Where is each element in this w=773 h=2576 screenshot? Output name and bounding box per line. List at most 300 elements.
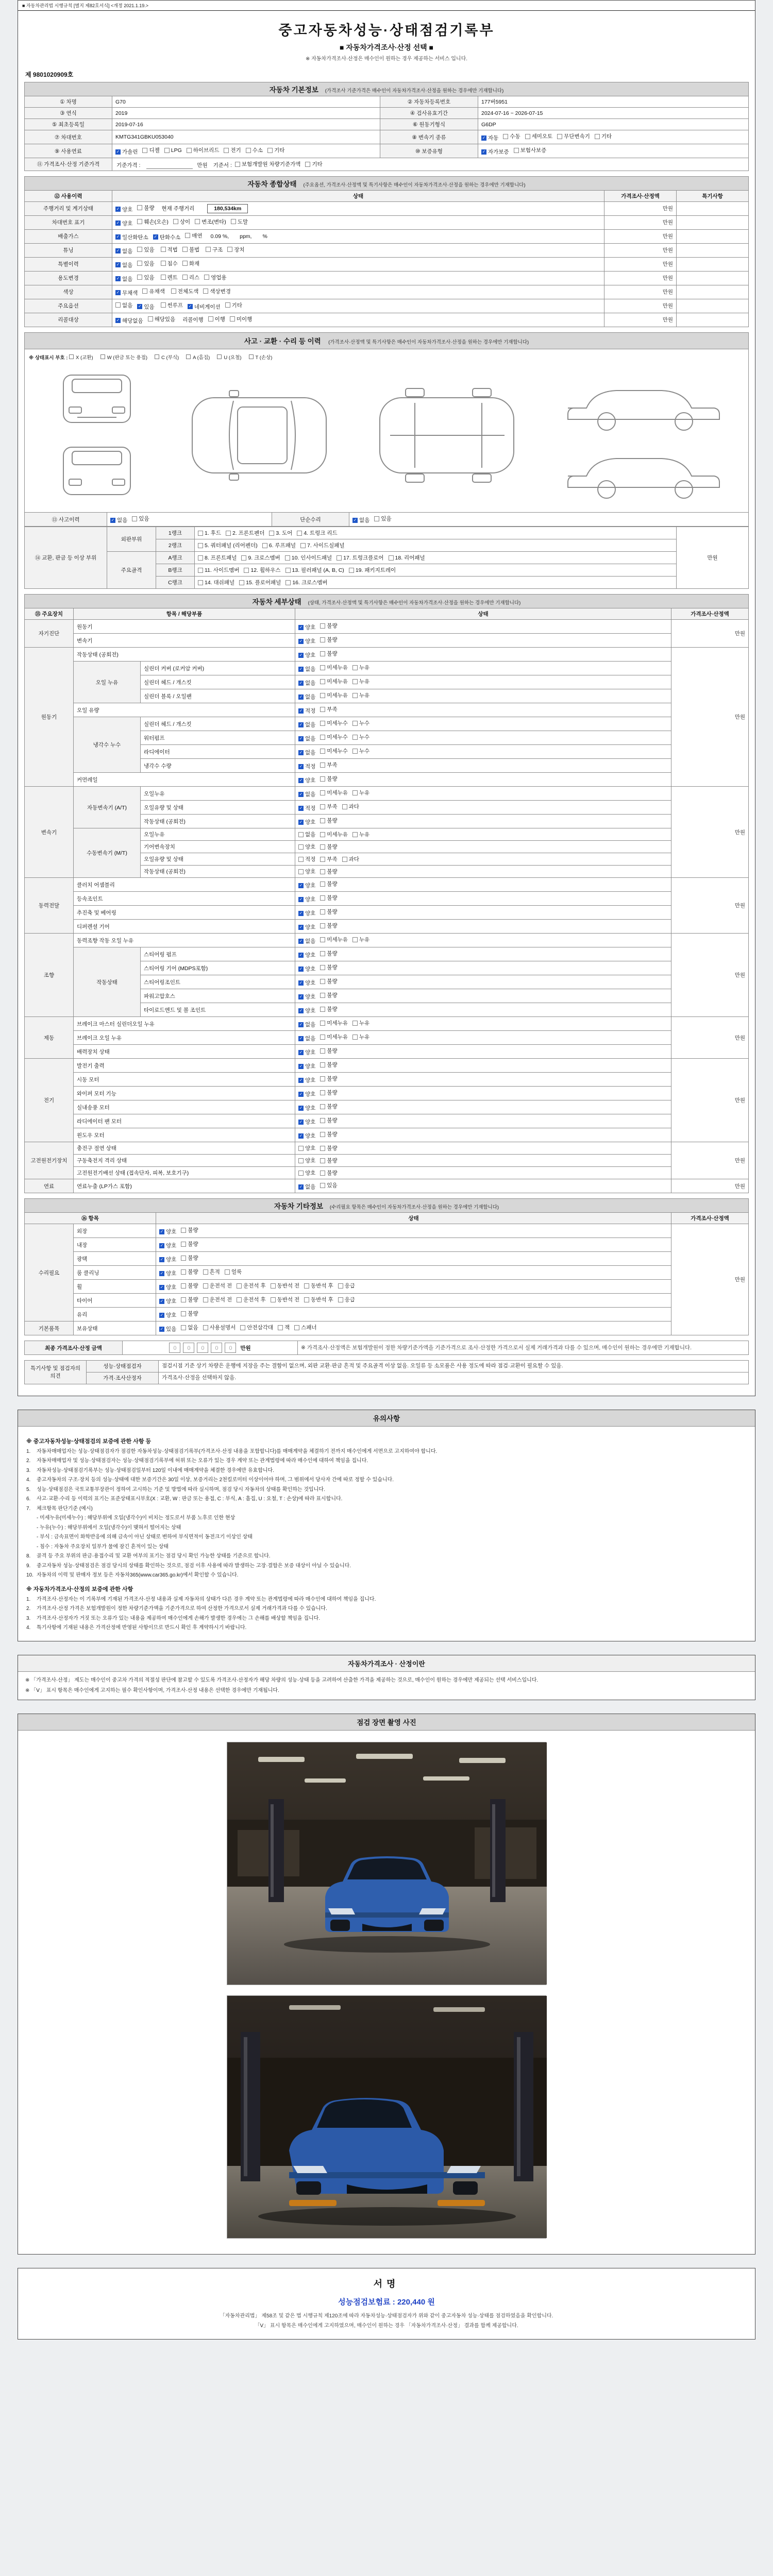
checkbox-unchecked[interactable] <box>278 1324 290 1331</box>
checkbox-unchecked[interactable] <box>137 218 169 226</box>
checkbox-unchecked[interactable] <box>320 1116 337 1124</box>
checkbox-unchecked[interactable] <box>195 218 226 226</box>
checkbox-checked[interactable] <box>298 762 315 770</box>
checkbox-unchecked[interactable] <box>320 1144 337 1152</box>
notice-item <box>26 1543 747 1551</box>
checkbox-unchecked[interactable] <box>198 529 221 537</box>
checkbox-unchecked[interactable] <box>171 287 199 295</box>
checkbox-unchecked[interactable] <box>271 1296 300 1303</box>
checkbox-unchecked[interactable] <box>320 622 337 630</box>
checkbox-unchecked[interactable] <box>320 880 337 888</box>
checkbox-unchecked[interactable] <box>352 664 369 671</box>
checkbox-box <box>203 289 208 294</box>
checkbox-box <box>352 1021 358 1026</box>
checkbox-checked[interactable] <box>115 148 138 156</box>
checkbox-checked[interactable] <box>298 923 315 931</box>
checkbox-unchecked[interactable] <box>182 274 199 281</box>
checkbox-unchecked[interactable] <box>352 1033 369 1041</box>
part-label: 시동 모터 <box>74 1073 295 1087</box>
remark-cell <box>677 257 749 271</box>
checkbox-label: 불량 <box>188 1241 198 1247</box>
checkbox-checked[interactable] <box>115 219 132 227</box>
checkbox-label: 보험개발원 차량기준가액 <box>241 161 301 167</box>
checkbox-unchecked[interactable] <box>320 1019 348 1027</box>
checkbox-label: 양호 <box>305 1091 316 1097</box>
checkbox-unchecked[interactable] <box>225 1268 242 1276</box>
price-survey-info-box <box>18 1655 755 1700</box>
checkbox-unchecked[interactable] <box>298 1144 315 1152</box>
checkbox-unchecked[interactable] <box>320 1005 337 1013</box>
car-damage-diagrams <box>29 364 744 509</box>
checkbox-checked[interactable] <box>298 1183 315 1191</box>
checkbox-unchecked[interactable] <box>320 650 337 657</box>
checkbox-unchecked[interactable] <box>342 855 359 863</box>
checkbox-unchecked[interactable] <box>352 677 369 685</box>
checkbox-checked[interactable] <box>298 1104 315 1112</box>
checkbox-unchecked[interactable] <box>285 554 332 562</box>
checkbox-checked[interactable] <box>298 735 315 742</box>
checkbox-unchecked[interactable] <box>595 132 612 140</box>
checkbox-unchecked[interactable] <box>161 246 178 253</box>
checkbox-unchecked[interactable] <box>305 160 322 168</box>
part-label: 디퍼렌셜 기어 <box>74 920 295 934</box>
checkbox-unchecked[interactable] <box>181 1282 198 1290</box>
notice-item <box>26 1562 747 1570</box>
checkbox-unchecked[interactable] <box>115 301 132 309</box>
checkbox-unchecked[interactable] <box>182 260 199 267</box>
checkbox-unchecked[interactable] <box>320 705 337 713</box>
checkbox-label: 스패너 <box>301 1325 317 1331</box>
checkbox-unchecked[interactable] <box>181 1310 198 1317</box>
checkbox-unchecked[interactable] <box>271 1282 300 1290</box>
checkbox-unchecked[interactable] <box>352 747 369 755</box>
checkbox-label: 양호 <box>305 910 316 917</box>
status-options <box>295 620 671 634</box>
checkbox-checked[interactable] <box>298 804 315 812</box>
checkbox-unchecked[interactable] <box>224 146 241 154</box>
status-cell <box>156 1308 671 1321</box>
checkbox-unchecked[interactable] <box>181 1296 198 1303</box>
checkbox-label: 불량 <box>188 1297 198 1303</box>
checkbox-box <box>297 531 302 536</box>
checkbox-unchecked[interactable] <box>320 1033 348 1041</box>
checkbox-box <box>137 261 142 266</box>
checkbox-label: 1. 후드 <box>205 530 221 536</box>
status-options-3 <box>206 247 249 253</box>
notice-item <box>26 1467 747 1475</box>
checkbox-checked[interactable] <box>159 1325 176 1333</box>
price-cell: 만원 <box>671 1179 748 1193</box>
checkbox-box <box>231 219 236 224</box>
checkbox-unchecked[interactable] <box>137 204 154 212</box>
checkbox-box: ✓ <box>299 638 303 643</box>
checkbox-unchecked[interactable] <box>320 1169 337 1177</box>
checkbox-unchecked[interactable] <box>173 218 190 226</box>
status-options <box>295 662 671 675</box>
checkbox-box <box>182 261 188 266</box>
checkbox-checked[interactable] <box>298 651 315 659</box>
checkbox-box <box>320 1090 325 1095</box>
checkbox-label: 화재 <box>189 260 200 267</box>
checkbox-unchecked[interactable] <box>240 1324 273 1331</box>
checkbox-unchecked[interactable] <box>142 287 164 295</box>
checkbox-box <box>320 1183 325 1188</box>
checkbox-unchecked[interactable] <box>181 1240 198 1248</box>
checkbox-unchecked[interactable] <box>298 1157 315 1164</box>
checkbox-box: ✓ <box>138 304 142 309</box>
checkbox-label: 양호 <box>305 1105 316 1111</box>
checkbox-unchecked[interactable] <box>294 1324 316 1331</box>
checkbox-unchecked[interactable] <box>320 936 348 943</box>
notice-item-number <box>26 1533 37 1541</box>
checkbox-unchecked[interactable] <box>203 1296 232 1303</box>
checkbox-label: 있음 <box>327 1182 338 1189</box>
checkbox-unchecked[interactable] <box>181 1254 198 1262</box>
checkbox-unchecked[interactable] <box>320 803 337 810</box>
checkbox-label: 6. 루프패널 <box>268 543 296 549</box>
checkbox-unchecked[interactable] <box>285 566 344 574</box>
checkbox-checked[interactable] <box>159 1269 176 1277</box>
checkbox-label: 12. 휠하우스 <box>250 567 281 573</box>
checkbox-checked[interactable] <box>298 937 315 945</box>
checkbox-unchecked[interactable] <box>320 761 337 769</box>
checkbox-unchecked[interactable] <box>262 541 296 549</box>
checkbox-unchecked[interactable] <box>161 301 183 309</box>
checkbox-unchecked[interactable] <box>227 246 244 253</box>
checkbox-checked[interactable] <box>298 951 315 959</box>
checkbox-unchecked[interactable] <box>337 554 383 562</box>
checkbox-unchecked[interactable] <box>298 1169 315 1177</box>
checkbox-unchecked[interactable] <box>269 529 292 537</box>
item-label: 타이어 <box>74 1294 156 1308</box>
checkbox-unchecked[interactable] <box>208 315 225 323</box>
checkbox-unchecked[interactable] <box>374 515 391 522</box>
checkbox-checked[interactable] <box>298 1118 315 1126</box>
checkbox-unchecked[interactable] <box>320 1103 337 1110</box>
checkbox-unchecked[interactable] <box>298 855 315 863</box>
checkbox-unchecked[interactable] <box>338 1282 355 1290</box>
checkbox-unchecked[interactable] <box>235 160 301 168</box>
checkbox-unchecked[interactable] <box>285 579 327 586</box>
section-title: 자동차 종합상태 <box>247 180 297 188</box>
table-row <box>25 1321 749 1335</box>
checkbox-unchecked[interactable] <box>203 1324 236 1331</box>
checkbox-label: 양호 <box>305 1145 316 1151</box>
checkbox-checked[interactable] <box>298 895 315 903</box>
table-row <box>25 1087 749 1100</box>
checkbox-checked[interactable] <box>159 1297 176 1305</box>
subgroup-label: 냉각수 누수 <box>74 717 141 773</box>
checkbox-unchecked[interactable] <box>304 1282 333 1290</box>
checkbox-checked[interactable] <box>153 233 181 241</box>
checkbox-unchecked[interactable] <box>185 232 202 240</box>
part-label: 냉각수 수량 <box>141 759 295 773</box>
checkbox-label: 부족 <box>327 856 338 862</box>
checkbox-checked[interactable] <box>298 1021 315 1028</box>
checkbox-unchecked[interactable] <box>320 963 337 971</box>
checkbox-unchecked[interactable] <box>203 287 231 295</box>
checkbox-label: LPG <box>171 147 182 154</box>
checkbox-label: 운전석 후 <box>243 1283 266 1289</box>
checkbox-label: 기타 <box>601 133 612 140</box>
status-options <box>295 1179 671 1193</box>
checkbox-unchecked[interactable] <box>298 831 315 838</box>
checkbox-checked[interactable] <box>298 776 315 784</box>
checkbox-unchecked[interactable] <box>320 1181 337 1189</box>
checkbox-unchecked[interactable] <box>298 868 315 875</box>
checkbox-unchecked[interactable] <box>298 843 315 851</box>
checkbox-label: 응급 <box>344 1297 355 1303</box>
checkbox-unchecked[interactable] <box>320 1075 337 1082</box>
checkbox-unchecked[interactable] <box>503 132 520 140</box>
checkbox-unchecked[interactable] <box>320 775 337 783</box>
checkbox-label: 양호 <box>305 624 316 631</box>
checkbox-label: 보험사보증 <box>520 147 547 154</box>
col-header: ⑯ 항목 <box>25 1213 156 1224</box>
checkbox-unchecked[interactable] <box>320 868 337 875</box>
checkbox-checked[interactable] <box>298 790 315 798</box>
checkbox-checked[interactable] <box>298 1132 315 1140</box>
notice-title: 유의사항 <box>373 1414 400 1422</box>
checkbox-unchecked[interactable] <box>246 146 263 154</box>
table-row <box>25 257 749 271</box>
checkbox-unchecked[interactable] <box>297 529 337 537</box>
checkbox-unchecked[interactable] <box>231 218 248 226</box>
checkbox-unchecked[interactable] <box>320 747 348 755</box>
checkbox-unchecked[interactable] <box>352 733 369 741</box>
remark-cell <box>677 299 749 313</box>
checkbox-unchecked[interactable] <box>320 908 337 916</box>
checkbox-unchecked[interactable] <box>352 691 369 699</box>
checkbox-unchecked[interactable] <box>320 817 337 824</box>
field-label: ⑦ 차대번호 <box>25 130 112 144</box>
checkbox-unchecked[interactable] <box>342 803 359 810</box>
checkbox-checked[interactable] <box>298 818 315 826</box>
checkbox-unchecked[interactable] <box>320 719 348 727</box>
checkbox-checked[interactable] <box>110 516 127 524</box>
checkbox-unchecked[interactable] <box>320 831 348 838</box>
checkbox-unchecked[interactable] <box>352 831 369 838</box>
checkbox-unchecked[interactable] <box>237 1282 266 1290</box>
checkbox-checked[interactable] <box>115 247 132 255</box>
checkbox-unchecked[interactable] <box>320 789 348 796</box>
checkbox-checked[interactable] <box>298 1062 315 1070</box>
remark-cell <box>677 313 749 327</box>
checkbox-unchecked[interactable] <box>230 315 252 323</box>
checkbox-checked[interactable] <box>298 665 315 673</box>
checkbox-unchecked[interactable] <box>181 1324 198 1331</box>
checkbox-checked[interactable] <box>115 261 132 269</box>
column-header-row <box>25 608 749 620</box>
checkbox-box: ✓ <box>299 1105 303 1110</box>
checkbox-checked[interactable] <box>298 749 315 756</box>
checkbox-checked[interactable] <box>137 303 154 311</box>
table-row <box>25 285 749 299</box>
device-label: 제동 <box>25 1017 74 1059</box>
checkbox-unchecked[interactable] <box>142 146 159 154</box>
part-label: 발전기 출력 <box>74 1059 295 1073</box>
checkbox-unchecked[interactable] <box>320 922 337 929</box>
checkbox-unchecked[interactable] <box>198 579 234 586</box>
checkbox-checked[interactable] <box>298 1076 315 1084</box>
checkbox-label: 불량 <box>188 1227 198 1233</box>
checkbox-unchecked[interactable] <box>267 146 284 154</box>
checkbox-unchecked[interactable] <box>241 554 280 562</box>
checkbox-checked[interactable] <box>159 1311 176 1319</box>
checkbox-checked[interactable] <box>481 148 509 156</box>
checkbox-unchecked[interactable] <box>300 541 345 549</box>
checkbox-unchecked[interactable] <box>320 855 337 863</box>
checkbox-unchecked[interactable] <box>320 691 348 699</box>
checkbox-unchecked[interactable] <box>137 260 154 267</box>
checkbox-unchecked[interactable] <box>320 1157 337 1164</box>
checkbox-unchecked[interactable] <box>203 1282 232 1290</box>
checkbox-unchecked[interactable] <box>237 1296 266 1303</box>
checkbox-box <box>352 721 358 726</box>
checkbox-unchecked[interactable] <box>198 566 239 574</box>
checkbox-unchecked[interactable] <box>320 636 337 643</box>
checkbox-unchecked[interactable] <box>137 246 154 253</box>
checkbox-label: 누유 <box>359 692 370 699</box>
price-cell: 만원 <box>671 1142 748 1179</box>
checkbox-checked[interactable] <box>298 721 315 728</box>
checkbox-unchecked[interactable] <box>320 677 348 685</box>
checkbox-unchecked[interactable] <box>525 132 553 140</box>
checkbox-unchecked[interactable] <box>181 1226 198 1234</box>
table-row <box>25 1179 749 1193</box>
signature-statement-1: 「자동차관리법」 제58조 및 같은 법 시행규칙 제120조에 따라 자동차성능·상태점검자가 위와 같이 중고자동차 성능·상태를 점검하였음을 확인합니다. <box>220 2313 553 2319</box>
checkbox-unchecked[interactable] <box>182 246 199 253</box>
checkbox-checked[interactable] <box>159 1283 176 1291</box>
checkbox-label: 침수 <box>167 260 178 267</box>
checkbox-checked[interactable] <box>298 882 315 889</box>
checkbox-checked[interactable] <box>298 993 315 1001</box>
checkbox-unchecked[interactable] <box>187 146 220 154</box>
checkbox-unchecked[interactable] <box>206 246 223 253</box>
checkbox-label: 디젤 <box>149 147 160 154</box>
checkbox-checked[interactable] <box>298 679 315 687</box>
checkbox-unchecked[interactable] <box>320 1130 337 1138</box>
item-label: 튜닝 <box>25 243 112 257</box>
checkbox-checked[interactable] <box>115 275 132 283</box>
legend-item <box>186 353 210 361</box>
checkbox-unchecked[interactable] <box>148 315 176 323</box>
checkbox-unchecked[interactable] <box>352 936 369 943</box>
checkbox-checked[interactable] <box>298 623 315 631</box>
checkbox-box <box>161 275 166 280</box>
checkbox-unchecked[interactable] <box>198 554 237 562</box>
checkbox-unchecked[interactable] <box>320 733 348 741</box>
checkbox-checked[interactable] <box>298 707 315 715</box>
checkbox-unchecked[interactable] <box>161 274 178 281</box>
checkbox-unchecked[interactable] <box>132 515 149 522</box>
checkbox-box <box>225 1269 230 1275</box>
checkbox-unchecked[interactable] <box>389 554 425 562</box>
checkbox-unchecked[interactable] <box>225 301 242 309</box>
checkbox-checked[interactable] <box>115 206 132 213</box>
checkbox-checked[interactable] <box>298 965 315 973</box>
checkbox-checked[interactable] <box>352 516 369 524</box>
checkbox-checked[interactable] <box>298 693 315 701</box>
checkbox-checked[interactable] <box>115 317 143 325</box>
checkbox-checked[interactable] <box>298 979 315 987</box>
part-label: 라디에이터 <box>141 745 295 759</box>
notice-item-number: 2. <box>26 1606 31 1612</box>
checkbox-checked[interactable] <box>159 1228 176 1235</box>
part-label: 클러치 어셈블리 <box>74 878 295 892</box>
checkbox-box: ✓ <box>299 1119 303 1124</box>
checkbox-box <box>269 531 274 536</box>
checkbox-unchecked[interactable] <box>161 260 178 267</box>
checkbox-checked[interactable] <box>159 1256 176 1263</box>
checkbox-label: 양호 <box>305 924 316 930</box>
checkbox-unchecked[interactable] <box>352 789 369 796</box>
damage-legend <box>29 353 744 361</box>
checkbox-unchecked[interactable] <box>320 1047 337 1055</box>
status-options-2 <box>208 317 257 323</box>
accident-history-label: ⑬ 사고이력 <box>25 513 107 527</box>
checkbox-unchecked[interactable] <box>320 1089 337 1096</box>
table-row <box>25 243 749 257</box>
checkbox-checked[interactable] <box>115 289 138 297</box>
checkbox-checked[interactable] <box>298 1035 315 1042</box>
checkbox-box <box>226 531 231 536</box>
checkbox-unchecked[interactable] <box>203 1268 220 1276</box>
checkbox-box <box>320 937 325 942</box>
checkbox-checked[interactable] <box>298 1007 315 1014</box>
checkbox-checked[interactable] <box>159 1242 176 1249</box>
checkbox-unchecked[interactable] <box>164 147 182 154</box>
checkbox-unchecked[interactable] <box>338 1296 355 1303</box>
checkbox-checked[interactable] <box>298 1048 315 1056</box>
checkbox-unchecked[interactable] <box>320 1061 337 1069</box>
checkbox-unchecked[interactable] <box>320 664 348 671</box>
checkbox-unchecked[interactable] <box>181 1268 198 1276</box>
checkbox-checked[interactable] <box>298 1090 315 1098</box>
checkbox-label: 응급 <box>344 1283 355 1289</box>
checkbox-checked[interactable] <box>481 134 498 142</box>
checkbox-label: 없음 <box>359 517 370 523</box>
checkbox-unchecked[interactable] <box>320 991 337 999</box>
checkbox-box <box>514 148 519 153</box>
table-row <box>25 158 749 171</box>
checkbox-unchecked[interactable] <box>198 541 258 549</box>
checkbox-checked[interactable] <box>188 303 221 311</box>
checkbox-unchecked[interactable] <box>557 132 590 140</box>
checkbox-unchecked[interactable] <box>320 843 337 851</box>
checkbox-unchecked[interactable] <box>204 274 226 281</box>
checkbox-unchecked[interactable] <box>352 719 369 727</box>
checkbox-unchecked[interactable] <box>244 566 280 574</box>
checkbox-unchecked[interactable] <box>304 1296 333 1303</box>
overall-condition-table <box>24 176 749 327</box>
checkbox-unchecked[interactable] <box>349 566 396 574</box>
checkbox-checked[interactable] <box>115 233 148 241</box>
checkbox-unchecked[interactable] <box>352 1019 369 1027</box>
checkbox-unchecked[interactable] <box>514 146 547 154</box>
checkbox-checked[interactable] <box>298 637 315 645</box>
checkbox-box: ✓ <box>116 207 120 211</box>
checkbox-unchecked[interactable] <box>320 894 337 902</box>
checkbox-unchecked[interactable] <box>239 579 281 586</box>
checkbox-unchecked[interactable] <box>226 529 264 537</box>
checkbox-box: ✓ <box>111 517 115 522</box>
checkbox-unchecked[interactable] <box>320 977 337 985</box>
checkbox-checked[interactable] <box>298 909 315 917</box>
checkbox-unchecked[interactable] <box>320 950 337 957</box>
legend-item-label: T (손상) <box>255 354 273 361</box>
checkbox-unchecked[interactable] <box>137 274 154 281</box>
